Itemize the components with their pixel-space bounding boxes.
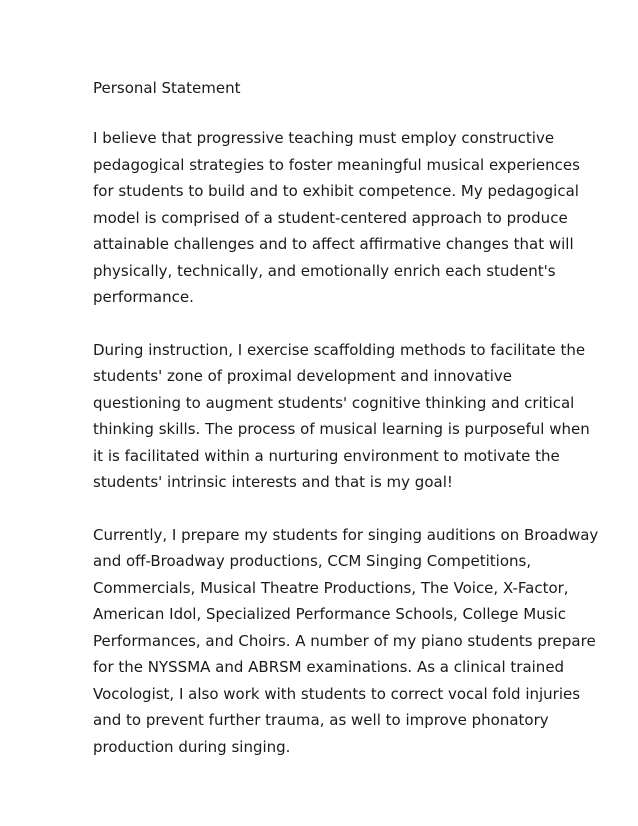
document-body — [93, 77, 599, 760]
paragraph-line: Vocologist, I also work with students to correct vocal fold injuries — [93, 684, 581, 703]
paragraph-line: it is facilitated within a nurturing environment to motivate the — [93, 446, 560, 465]
paragraph-line: I believe that progressive teaching must employ constructive — [93, 129, 555, 147]
paragraph-line: Performances, and Choirs. A number of my piano students prepare — [93, 631, 596, 650]
paragraph-line: questioning to augment students' cognitive thinking and critical — [93, 393, 575, 412]
paragraph-line: physically, technically, and emotionally enrich each student's — [93, 261, 556, 280]
paragraph-line: and to prevent further trauma, as well to improve phonatory — [93, 711, 549, 729]
paragraph-line: American Idol, Specialized Performance Schools, College Music — [93, 605, 566, 623]
paragraph-line: production during singing. — [93, 737, 291, 756]
paragraph-instruction — [93, 337, 590, 496]
paragraph-line: for students to build and to exhibit competence. My pedagogical — [93, 182, 579, 200]
paragraph-line: During instruction, I exercise scaffolding methods to facilitate the — [93, 340, 586, 359]
paragraph-line: Currently, I prepare my students for singing auditions on Broadway — [93, 525, 599, 544]
paragraph-line: attainable challenges and to affect affirmative changes that will — [93, 235, 574, 253]
paragraph-current-work — [93, 522, 599, 761]
paragraph-line: and off-Broadway productions, CCM Singing Competitions, — [93, 552, 532, 570]
paragraph-line: pedagogical strategies to foster meaningful musical experiences — [93, 155, 580, 174]
paragraph-line: students' zone of proximal development and innovative — [93, 367, 512, 385]
paragraph-line: performance. — [93, 288, 194, 306]
paragraph-teaching-philosophy — [93, 125, 580, 311]
paragraph-line: students' intrinsic interests and that is my goal! — [93, 473, 453, 491]
paragraph-line: thinking skills. The process of musical learning is purposeful when — [93, 420, 590, 438]
paragraph-line: Commercials, Musical Theatre Productions, The Voice, X-Factor, — [93, 578, 569, 597]
document-title: Personal Statement — [93, 79, 241, 97]
paragraph-line: for the NYSSMA and ABRSM examinations. As a clinical trained — [93, 658, 565, 676]
paragraph-line: model is comprised of a student-centered approach to produce — [93, 208, 568, 227]
